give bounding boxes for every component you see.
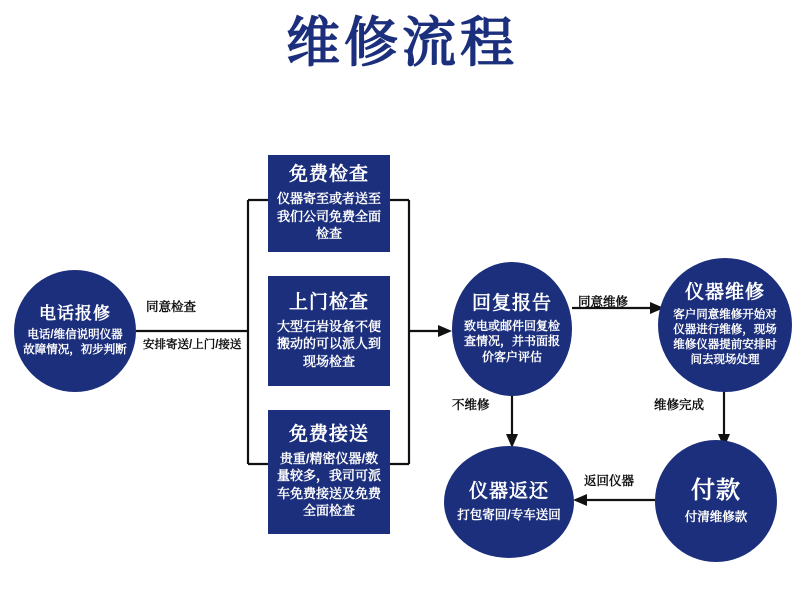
node-free-pickup-body: 贵重/精密仪器/数量较多，我司可派车免费接送及免费全面检查 <box>276 450 381 519</box>
node-onsite-check[interactable] <box>268 276 390 386</box>
node-payment-title: 付款 <box>691 477 741 505</box>
node-reply-report-body: 致电或邮件回复检查情况，并书面报价客户评估 <box>463 318 560 364</box>
node-free-check-body: 仪器寄至或者送至我们公司免费全面检查 <box>276 191 381 242</box>
label-no-repair: 不维修 <box>452 398 490 412</box>
label-agree-check: 同意检查 <box>146 300 197 314</box>
node-onsite-check-title: 上门检查 <box>288 291 369 313</box>
node-repair[interactable] <box>658 258 792 392</box>
node-phone-report-title: 电话报修 <box>39 304 111 324</box>
node-onsite-check-body: 大型石岩设备不便搬动的可以派人到现场检查 <box>276 318 381 369</box>
node-repair-title: 仪器维修 <box>684 282 765 304</box>
label-repair-done: 维修完成 <box>654 398 705 412</box>
node-phone-report[interactable] <box>14 270 136 392</box>
node-return-device[interactable] <box>444 446 574 558</box>
node-free-check[interactable] <box>268 155 390 252</box>
node-free-pickup[interactable] <box>268 410 390 534</box>
node-return-device-title: 仪器返还 <box>468 480 549 502</box>
node-payment[interactable] <box>655 440 777 562</box>
node-repair-body: 客户同意维修开始对仪器进行维修，现场维修仪器提前安排时间去现场处理 <box>673 309 777 366</box>
label-arrange-ship: 安排寄送/上门/接送 <box>143 339 242 351</box>
label-return-instrument: 返回仪器 <box>584 474 635 488</box>
node-phone-report-body: 电话/维信说明仪器故障情况，初步判断 <box>23 328 127 356</box>
label-agree-repair: 同意维修 <box>578 295 629 309</box>
node-payment-body: 付清维修款 <box>684 509 748 524</box>
page-title: 维修流程 <box>286 13 518 73</box>
node-return-device-body: 打包寄回/专车送回 <box>457 507 561 522</box>
node-reply-report[interactable] <box>452 262 572 396</box>
node-free-check-title: 免费检查 <box>288 164 369 186</box>
node-free-pickup-title: 免费接送 <box>288 424 369 445</box>
node-reply-report-title: 回复报告 <box>471 292 552 314</box>
